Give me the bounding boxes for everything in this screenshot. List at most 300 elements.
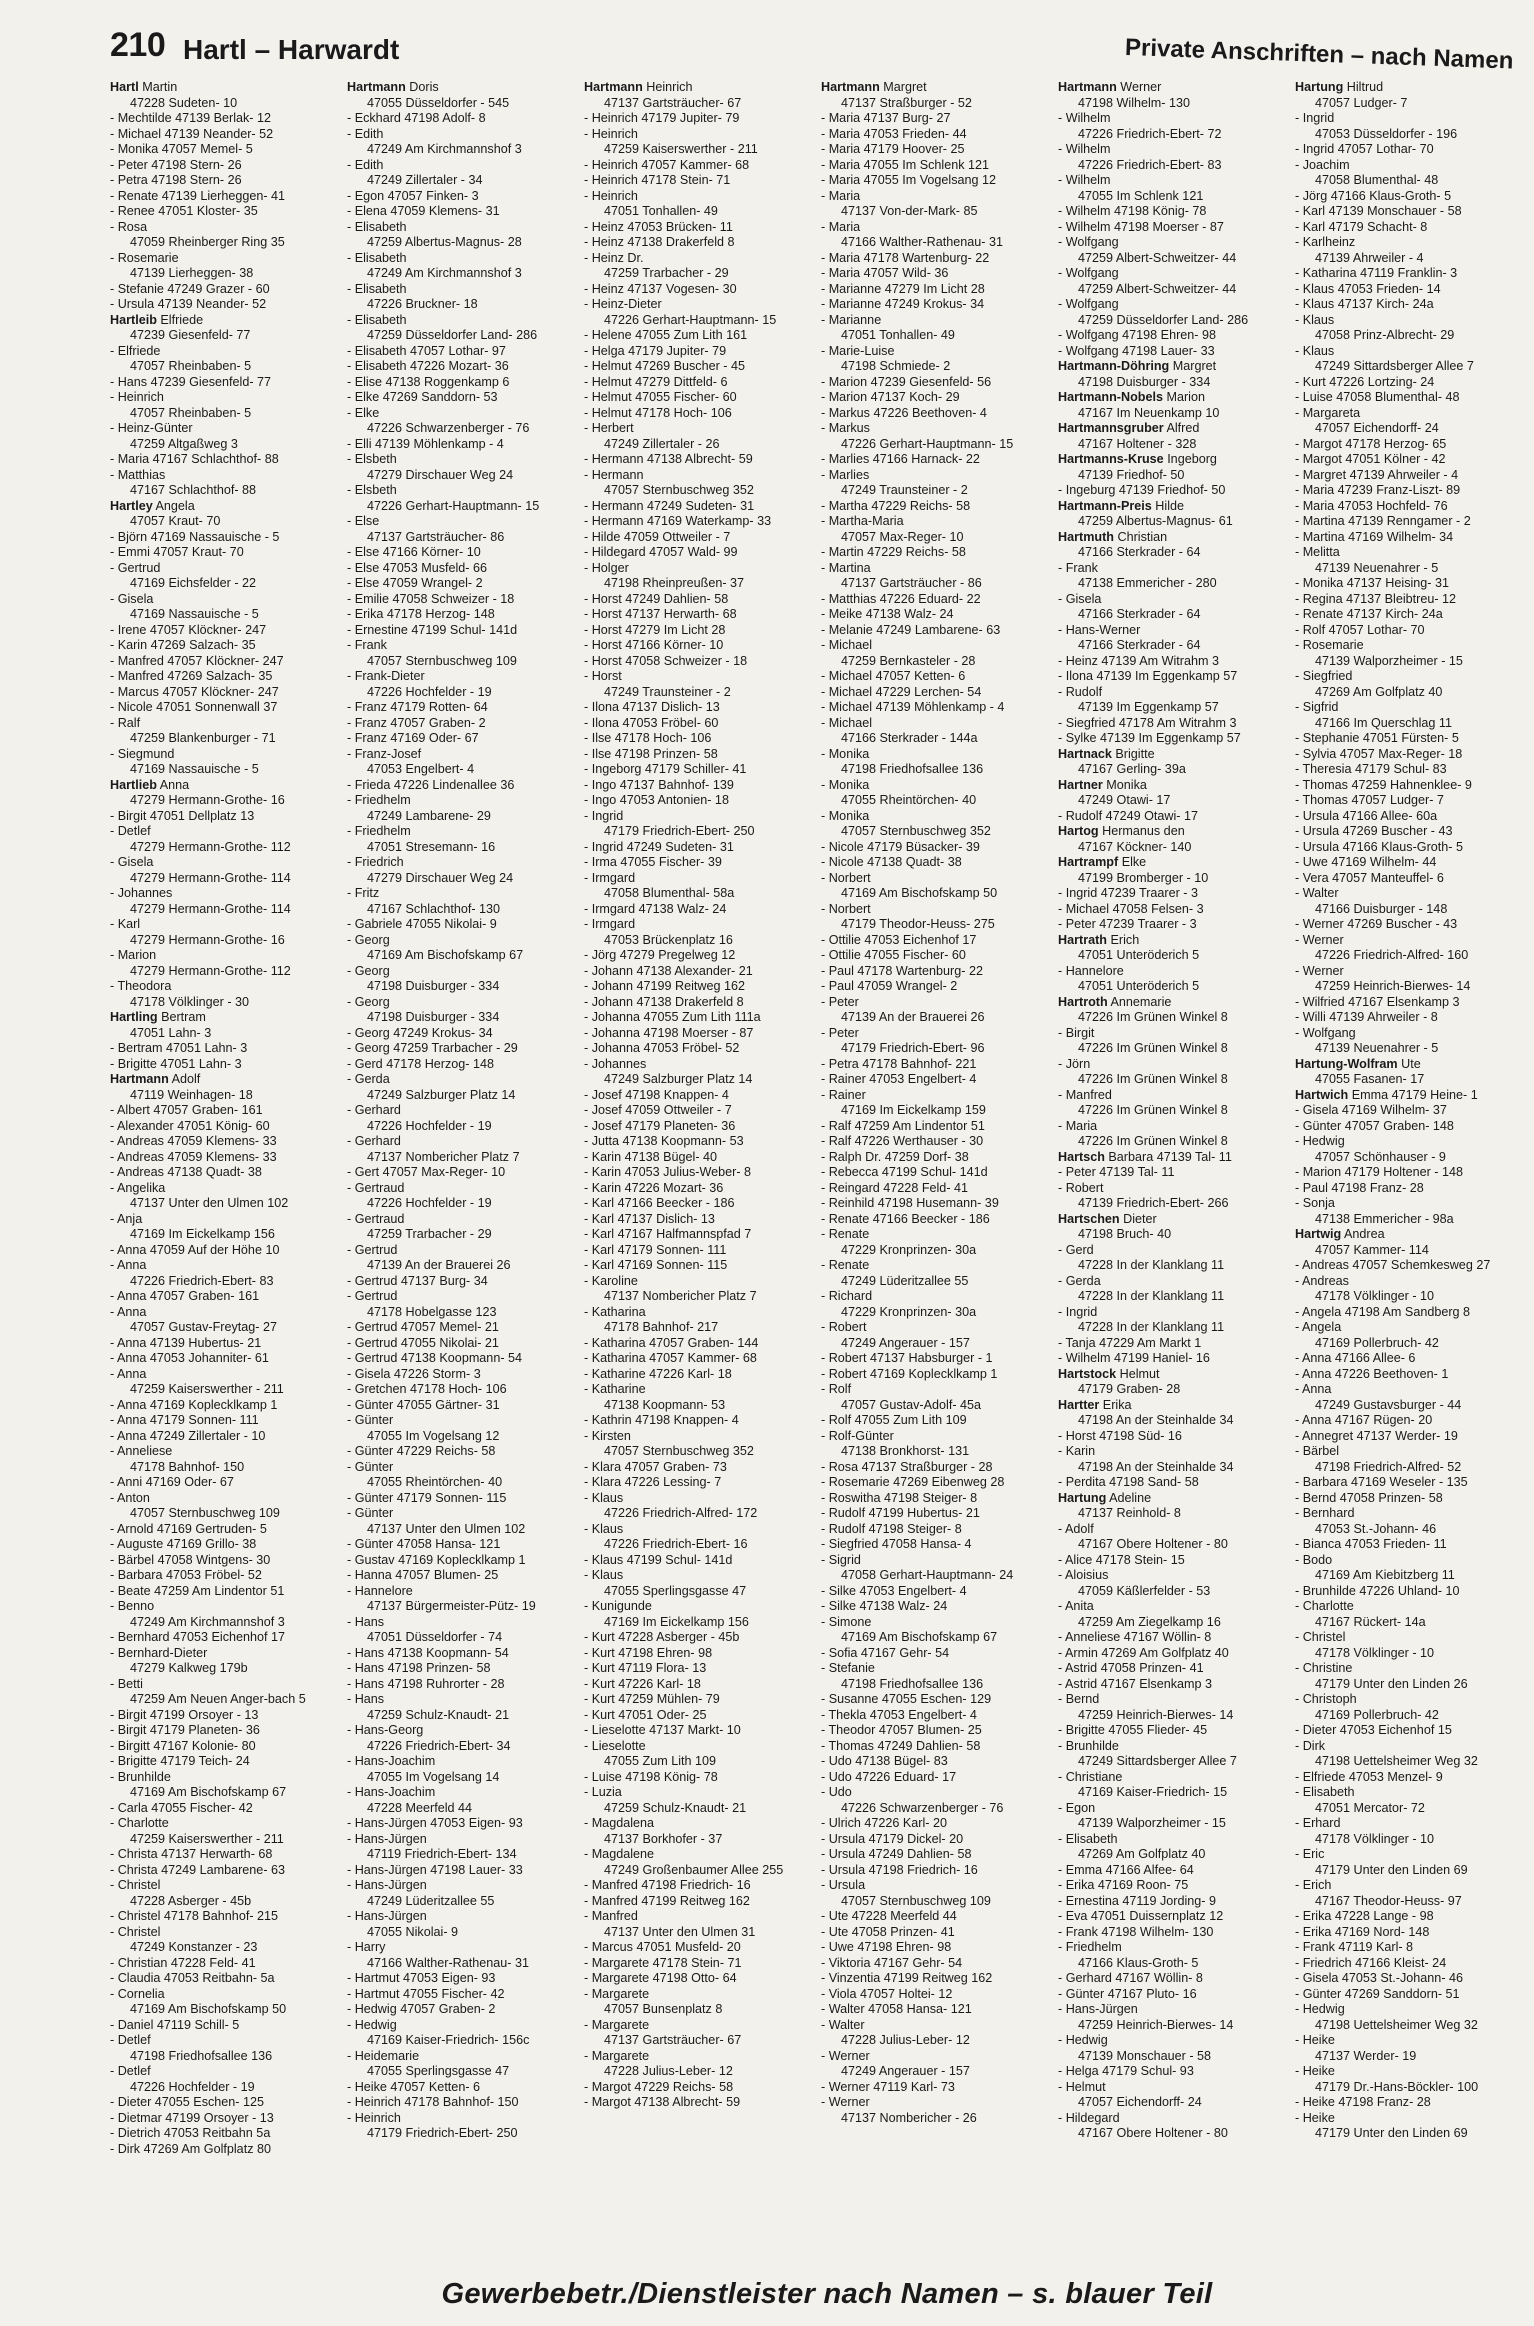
entry-line: - Margot 47138 Albrecht- 59: [584, 2095, 741, 2109]
entry-line: - Josef 47059 Ottweiler - 7: [584, 1103, 732, 1117]
entry-line: - Bernd 47058 Prinzen- 58: [1295, 1490, 1443, 1505]
entry-head: [110, 1010, 339, 1026]
entry-given-name: Martin: [142, 80, 178, 94]
entry-line: - Frieda 47226 Lindenallee 36: [347, 777, 515, 792]
entry-line: - Gisela 47226 Storm- 3: [347, 1366, 481, 1381]
entry-line: - Rudolf 47198 Steiger- 8: [821, 1521, 962, 1536]
entry-line: - Anna: [110, 1304, 147, 1319]
entry-line: - Else: [347, 514, 380, 528]
entry-address: 47139 Neuenahrer - 5: [1315, 1041, 1439, 1055]
directory-column: [1295, 80, 1524, 2260]
entry-line: - Franz 47169 Oder- 67: [347, 731, 479, 745]
entry-line: - Birgit 47051 Dellplatz 13: [110, 808, 255, 823]
entry-line: - Siegmund: [110, 746, 175, 761]
entry-address: 47178 Völklinger - 10: [1315, 1645, 1435, 1660]
entry-address: 47178 Völklinger - 10: [1315, 1831, 1435, 1846]
entry-line: - Wolfgang: [1058, 235, 1119, 249]
entry-line: - Andreas 47057 Schemkesweg 27: [1295, 1258, 1491, 1272]
entry-address: 47051 Mercator- 72: [1315, 1800, 1425, 1815]
entry-line: - Ralf: [110, 715, 141, 730]
entry-address: 47226 Friedrich-Alfred- 160: [1315, 948, 1469, 962]
entry-line: - Astrid 47058 Prinzen- 41: [1058, 1661, 1204, 1675]
entry-line: - Gerd: [1058, 1242, 1094, 1257]
entry-line: - Walter: [1295, 886, 1339, 900]
entry-line: - Bodo: [1295, 1552, 1333, 1567]
entry-address: 47279 Hermann-Grothe- 114: [130, 870, 291, 885]
entry-address: 47198 Uettelsheimer Weg 32: [1315, 1754, 1478, 1768]
entry-given-name: Angela: [155, 498, 195, 513]
entry-line: - Karl 47179 Sonnen- 111: [584, 1242, 727, 1257]
entry-line: - Werner: [1295, 932, 1344, 947]
entry-line: - Rosa: [110, 219, 148, 234]
entry-address: 47119 Weinhagen- 18: [130, 1087, 253, 1102]
entry-line: - Anna 47057 Graben- 161: [110, 1289, 260, 1303]
entry-line: - Hanna 47057 Blumen- 25: [347, 1568, 499, 1582]
entry-line: - Angelika: [110, 1180, 166, 1195]
entry-surname: Hartmann-Döhring: [1058, 359, 1170, 373]
entry-address: 47167 Schlachthof- 88: [130, 483, 257, 497]
entry-line: - Josef 47179 Planeten- 36: [584, 1118, 736, 1133]
entry-line: - Anna 47179 Sonnen- 111: [110, 1413, 259, 1427]
entry-head: [1058, 855, 1287, 871]
entry-line: - Hedwig: [1295, 2002, 1345, 2016]
entry-address: 47226 Im Grünen Winkel 8: [1078, 1134, 1228, 1148]
entry-line: - Frank: [1058, 560, 1098, 575]
entry-line: - Robert 47137 Habsburger - 1: [821, 1351, 993, 1365]
entry-line: - Else 47053 Musfeld- 66: [347, 560, 488, 575]
entry-line: - Alice 47178 Stein- 15: [1058, 1552, 1185, 1567]
entry-line: - Markus 47226 Beethoven- 4: [821, 405, 987, 420]
entry-line: - Marie-Luise: [821, 343, 895, 358]
entry-line: - Hedwig: [347, 2017, 397, 2032]
directory-column: [110, 80, 339, 2260]
entry-address: 47169 Kaiser-Friedrich- 15: [1078, 1785, 1228, 1799]
entry-line: - Anna 47167 Rügen- 20: [1295, 1413, 1433, 1427]
entry-line: - Hans-Werner: [1058, 622, 1141, 637]
entry-line: - Ingrid 47239 Traarer - 3: [1058, 886, 1199, 900]
entry-line: - Ursula 47166 Klaus-Groth- 5: [1295, 839, 1463, 854]
directory-columns: [110, 80, 1524, 2260]
entry-address: 47169 Im Eickelkamp 156: [604, 1614, 749, 1629]
entry-surname: Hartlieb: [110, 777, 157, 792]
entry-line: - Helene 47055 Zum Lith 161: [584, 328, 748, 342]
entry-line: - Maria 47239 Franz-Liszt- 89: [1295, 483, 1461, 497]
entry-line: - Gustav 47169 Koplecklkamp 1: [347, 1552, 526, 1567]
entry-line: - Klaus: [1295, 312, 1335, 327]
entry-address: 47226 Im Grünen Winkel 8: [1078, 1072, 1228, 1086]
entry-line: - Franz 47179 Rotten- 64: [347, 700, 488, 714]
entry-line: - Elsbeth: [347, 452, 397, 466]
entry-line: - Luzia: [584, 1785, 622, 1799]
entry-line: - Gisela: [110, 591, 154, 606]
entry-address: 47259 Albert-Schweitzer- 44: [1078, 250, 1237, 265]
entry-line: - Egon 47057 Finken- 3: [347, 188, 479, 203]
entry-line: - Viktoria 47167 Gehr- 54: [821, 1955, 963, 1970]
entry-line: - Paul 47178 Wartenburg- 22: [821, 963, 983, 978]
entry-line: - Fritz: [347, 886, 380, 900]
entry-line: - Margarete: [584, 1986, 650, 2001]
entry-line: - Christa 47137 Herwarth- 68: [110, 1847, 273, 1861]
entry-line: - Melitta: [1295, 545, 1340, 559]
entry-line: - Maria: [1058, 1118, 1098, 1133]
entry-address: 47198 Friedhofsallee 136: [841, 762, 984, 776]
entry-surname: Hartmuth: [1058, 529, 1114, 544]
entry-line: - Birgitt 47167 Kolonie- 80: [110, 1738, 256, 1753]
entry-line: - Karl 47167 Halfmannspfad 7: [584, 1227, 752, 1241]
entry-line: - Dieter 47055 Eschen- 125: [110, 2095, 265, 2109]
entry-address: 47199 Bromberger - 10: [1078, 870, 1209, 885]
entry-line: - Klaus: [584, 1490, 624, 1505]
entry-line: - Johann 47199 Reitweg 162: [584, 979, 746, 993]
entry-line: - Sigrid: [821, 1552, 861, 1567]
entry-given-name: Hermanus den: [1102, 824, 1185, 838]
entry-line: - Katharine: [584, 1382, 646, 1396]
page-title: Hartl – Harwardt: [183, 34, 400, 65]
entry-line: - Hans-Jürgen: [1058, 2002, 1138, 2016]
entry-line: - Bernhard: [1295, 1506, 1355, 1520]
entry-address: 47053 Engelbert- 4: [367, 762, 475, 776]
entry-line: - Charlotte: [1295, 1599, 1354, 1613]
entry-address: 47249 Lüderitzallee 55: [367, 1893, 495, 1908]
entry-line: - Margarete 47198 Otto- 64: [584, 1971, 737, 1985]
entry-line: - Barbara 47053 Fröbel- 52: [110, 1568, 262, 1582]
entry-surname: Hartsch: [1058, 1149, 1105, 1164]
entry-line: - Regina 47137 Bleibtreu- 12: [1295, 591, 1457, 606]
entry-line: - Ernestine 47199 Schul- 141d: [347, 622, 518, 637]
entry-line: - Gert 47057 Max-Reger- 10: [347, 1165, 506, 1179]
entry-given-name: Erika: [1102, 1397, 1132, 1412]
entry-line: - Wolfgang: [1058, 266, 1119, 280]
entry-head: [1058, 359, 1287, 375]
entry-address: 47198 Rheinpreußen- 37: [604, 576, 745, 590]
entry-line: - Dirk 47269 Am Golfplatz 80: [110, 2141, 271, 2156]
entry-line: - Heike: [1295, 2110, 1335, 2125]
entry-line: - Gabriele 47055 Nikolai- 9: [347, 917, 497, 931]
entry-line: - Barbara 47169 Weseler - 135: [1295, 1475, 1468, 1489]
entry-line: - Annegret 47137 Werder- 19: [1295, 1428, 1458, 1443]
entry-line: - Günter: [347, 1506, 394, 1520]
entry-line: - Horst: [584, 669, 622, 683]
entry-line: - Horst 47166 Körner- 10: [584, 638, 724, 652]
entry-line: - Johann 47138 Drakerfeld 8: [584, 994, 744, 1009]
entry-line: - Anja: [110, 1211, 143, 1226]
entry-address: 47279 Kalkweg 179b: [130, 1661, 248, 1675]
entry-address: 47139 Friedhof- 50: [1078, 467, 1185, 482]
entry-address: 47139 Im Eggenkamp 57: [1078, 700, 1219, 714]
entry-line: - Günter 47269 Sanddorn- 51: [1295, 1986, 1460, 2001]
entry-line: - Maria: [821, 188, 861, 203]
entry-line: - Wilhelm: [1058, 173, 1111, 187]
entry-address: 47058 Blumenthal- 58a: [604, 886, 735, 900]
entry-line: - Michael 47058 Felsen- 3: [1058, 901, 1204, 916]
entry-address: 47226 Friedrich-Ebert- 83: [1078, 157, 1222, 172]
entry-address: 47057 Rheinbaben- 5: [130, 405, 252, 420]
entry-address: 47057 Schönhauser - 9: [1315, 1149, 1446, 1164]
entry-address: 47169 Pollerbruch- 42: [1315, 1335, 1439, 1350]
entry-line: - Lieselotte: [584, 1738, 646, 1753]
entry-line: - Wolfgang: [1295, 1025, 1356, 1040]
entry-line: - Maria 47055 Im Vogelsang 12: [821, 173, 997, 187]
entry-line: - Armin 47269 Am Golfplatz 40: [1058, 1645, 1229, 1660]
entry-line: - Rolf-Günter: [821, 1428, 894, 1443]
entry-address: 47269 Am Golfplatz 40: [1078, 1847, 1206, 1861]
entry-line: - Peter: [821, 1025, 859, 1040]
entry-line: - Friedrich 47166 Kleist- 24: [1295, 1955, 1447, 1970]
entry-line: - Elisabeth: [1295, 1785, 1355, 1799]
entry-address: 47259 Am Neuen Anger-bach 5: [130, 1692, 306, 1706]
entry-line: - Wolfgang 47198 Ehren- 98: [1058, 328, 1216, 342]
entry-address: 47279 Hermann-Grothe- 16: [130, 932, 285, 947]
entry-address: 47139 Ahrweiler - 4: [1315, 250, 1424, 265]
entry-line: - Hermann 47138 Albrecht- 59: [584, 452, 753, 466]
entry-surname: Hartl: [110, 80, 139, 94]
entry-line: - Maria 47179 Hoover- 25: [821, 142, 965, 156]
entry-address: 47053 Brückenplatz 16: [604, 932, 733, 947]
entry-line: - Walter: [821, 2017, 865, 2032]
entry-given-name: Margret: [1172, 359, 1217, 373]
entry-address: 47166 Sterkrader - 64: [1078, 607, 1201, 621]
entry-line: - Anneliese 47167 Wöllin- 8: [1058, 1630, 1212, 1644]
entry-line: - Hans: [347, 1614, 385, 1629]
entry-line: - Ilona 47137 Dislich- 13: [584, 700, 720, 714]
entry-address: 47198 Duisburger - 334: [367, 979, 500, 993]
entry-head: [1058, 1398, 1287, 1414]
entry-address: 47228 Julius-Leber- 12: [841, 2033, 970, 2047]
entry-line: - Frank 47198 Wilhelm- 130: [1058, 1924, 1214, 1939]
entry-address: 47259 Schulz-Knaudt- 21: [604, 1800, 747, 1815]
entry-address: 47051 Stresemann- 16: [367, 839, 496, 854]
entry-line: - Anna 47059 Auf der Höhe 10: [110, 1242, 280, 1257]
entry-address: 47166 Walther-Rathenau- 31: [367, 1955, 529, 1970]
entry-line: - Johanna 47053 Fröbel- 52: [584, 1041, 740, 1055]
entry-line: - Hans-Joachim: [347, 1754, 436, 1768]
entry-line: - Horst 47137 Herwarth- 68: [584, 607, 737, 621]
entry-line: - Helmut: [1058, 2079, 1106, 2094]
entry-line: - Rebecca 47199 Schul- 141d: [821, 1165, 988, 1179]
entry-address: 47226 Gerhart-Hauptmann- 15: [841, 436, 1014, 451]
entry-address: 47178 Bahnhof- 217: [604, 1320, 719, 1334]
entry-address: 47198 Bruch- 40: [1078, 1227, 1172, 1241]
entry-line: - Horst 47249 Dahlien- 58: [584, 591, 729, 606]
entry-line: - Ute 47058 Prinzen- 41: [821, 1924, 955, 1939]
entry-address: 47249 Am Kirchmannshof 3: [367, 266, 522, 280]
entry-head: [1058, 747, 1287, 763]
entry-line: - Johanna 47198 Moerser - 87: [584, 1025, 754, 1040]
entry-line: - Hannelore: [347, 1583, 413, 1598]
entry-line: - Johannes: [110, 886, 173, 900]
entry-line: - Rosemarie 47269 Eibenweg 28: [821, 1475, 1005, 1489]
entry-line: - Bernhard-Dieter: [110, 1645, 208, 1660]
entry-address: 47057 Gustav-Freytag- 27: [130, 1320, 278, 1334]
entry-head: [1058, 1212, 1287, 1228]
entry-line: - Rainer 47053 Engelbert- 4: [821, 1072, 977, 1086]
entry-line: - Ingeborg 47179 Schiller- 41: [584, 762, 747, 776]
entry-address: 47249 Angerauer - 157: [841, 1335, 970, 1350]
entry-line: - Katharina 47119 Franklin- 3: [1295, 266, 1458, 280]
entry-address: 47259 Schulz-Knaudt- 21: [367, 1707, 510, 1722]
entry-address: 47137 Unter den Ulmen 102: [367, 1521, 526, 1536]
entry-line: - Elisabeth: [1058, 1831, 1118, 1846]
entry-line: - Elisabeth: [347, 219, 407, 234]
entry-address: 47057 Max-Reger- 10: [841, 529, 964, 544]
entry-head: [1058, 995, 1287, 1011]
entry-line: - Edith: [347, 126, 384, 141]
entry-surname: Hartmann: [347, 80, 406, 94]
entry-line: - Elsbeth: [347, 483, 397, 497]
entry-line: - Thomas 47249 Dahlien- 58: [821, 1738, 981, 1753]
entry-given-name: Ute: [1401, 1056, 1421, 1071]
entry-address: 47055 Sperlingsgasse 47: [604, 1583, 747, 1598]
entry-line: - Rolf 47057 Lothar- 70: [1295, 622, 1425, 637]
entry-given-name: Hilde: [1155, 498, 1184, 513]
entry-line: - Matthias: [110, 467, 166, 482]
entry-line: - Helmut 47269 Buscher - 45: [584, 359, 746, 373]
entry-line: - Hans-Georg: [347, 1723, 424, 1737]
entry-address: 47057 Sternbuschweg 352: [841, 824, 991, 838]
entry-address: 47259 Heinrich-Bierwes- 14: [1078, 1707, 1234, 1722]
entry-address: 47259 Trarbacher - 29: [604, 266, 729, 280]
entry-line: - Anna: [110, 1258, 147, 1272]
entry-line: - Michael 47139 Neander- 52: [110, 126, 274, 141]
entry-address: 47249 Am Kirchmannshof 3: [130, 1614, 285, 1629]
entry-line: - Sylke 47139 Im Eggenkamp 57: [1058, 731, 1241, 745]
entry-given-name: Adeline: [1109, 1490, 1152, 1505]
entry-address: 47249 Zillertaler - 26: [604, 436, 720, 451]
entry-line: - Günter: [347, 1459, 394, 1474]
entry-line: - Martin 47229 Reichs- 58: [821, 545, 966, 559]
entry-line: - Heinrich 47179 Jupiter- 79: [584, 111, 740, 125]
entry-line: - Heike 47198 Franz- 28: [1295, 2095, 1431, 2109]
entry-line: - Michael 47229 Lerchen- 54: [821, 684, 982, 699]
entry-address: 47137 Gartsträucher- 86: [367, 529, 505, 544]
entry-line: - Emma 47166 Alfee- 64: [1058, 1862, 1194, 1877]
entry-head: [1058, 1150, 1287, 1166]
entry-line: - Brigitte 47055 Flieder- 45: [1058, 1723, 1208, 1737]
entry-line: - Thomas 47057 Ludger- 7: [1295, 793, 1444, 807]
entry-line: - Elisabeth: [347, 250, 407, 265]
entry-line: - Renate 47139 Lierheggen- 41: [110, 188, 286, 203]
entry-address: 47138 Emmericher - 98a: [1315, 1211, 1454, 1226]
entry-line: - Simone: [821, 1614, 872, 1629]
entry-address: 47279 Hermann-Grothe- 114: [130, 901, 291, 916]
entry-address: 47137 Nombericher Platz 7: [604, 1289, 757, 1303]
entry-line: - Christian 47228 Feld- 41: [110, 1955, 256, 1970]
entry-line: - Hans-Jürgen 47198 Lauer- 33: [347, 1862, 523, 1877]
entry-line: - Ingrid: [1058, 1304, 1098, 1319]
entry-given-name: Dieter: [1123, 1211, 1157, 1226]
entry-address: 47059 Käßlerfelder - 53: [1078, 1583, 1211, 1598]
entry-head: [1058, 824, 1287, 840]
entry-line: - Frank: [347, 638, 387, 652]
entry-line: - Georg 47249 Krokus- 34: [347, 1025, 493, 1040]
entry-line: - Irene 47057 Klöckner- 247: [110, 622, 267, 637]
entry-line: - Kunigunde: [584, 1599, 652, 1613]
entry-line: - Monika 47057 Memel- 5: [110, 142, 253, 156]
entry-address: 47249 Großenbaumer Allee 255: [604, 1862, 784, 1877]
entry-address: 47228 In der Klanklang 11: [1078, 1258, 1225, 1272]
entry-line: - Marianne: [821, 312, 882, 327]
entry-line: - Astrid 47167 Elsenkamp 3: [1058, 1676, 1213, 1691]
entry-line: - Uwe 47169 Wilhelm- 44: [1295, 855, 1437, 869]
entry-address: 47198 Friedrich-Alfred- 52: [1315, 1459, 1462, 1474]
entry-line: - Werner: [821, 2095, 870, 2109]
entry-address: 47058 Blumenthal- 48: [1315, 173, 1439, 187]
entry-line: - Friedhelm: [1058, 1940, 1122, 1954]
entry-surname: Hartschen: [1058, 1211, 1120, 1226]
entry-line: - Anna: [1295, 1382, 1332, 1396]
entry-line: - Margarete: [584, 2017, 650, 2032]
entry-address: 47053 Düsseldorfer - 196: [1315, 126, 1458, 141]
entry-address: 47137 Werder- 19: [1315, 2048, 1417, 2063]
entry-line: - Robert 47169 Koplecklkamp 1: [821, 1366, 998, 1381]
entry-address: 47198 Friedhofsallee 136: [841, 1676, 984, 1691]
entry-head: [821, 80, 1050, 96]
entry-line: - Günter 47167 Pluto- 16: [1058, 1986, 1197, 2001]
entry-address: 47229 Kronprinzen- 30a: [841, 1304, 977, 1319]
entry-line: - Auguste 47169 Grillo- 38: [110, 1537, 257, 1551]
entry-address: 47167 Theodor-Heuss- 97: [1315, 1893, 1462, 1908]
entry-line: - Mechtilde 47139 Berlak- 12: [110, 111, 272, 125]
entry-line: - Anton: [110, 1490, 150, 1505]
entry-line: - Gertrud 47055 Nikolai- 21: [347, 1335, 499, 1350]
entry-line: - Ursula 47139 Neander- 52: [110, 297, 267, 311]
entry-address: 47249 Otawi- 17: [1078, 793, 1171, 807]
entry-surname: Hartley: [110, 498, 153, 513]
entry-line: - Anita: [1058, 1599, 1094, 1613]
entry-given-name: Elke: [1121, 855, 1147, 869]
entry-line: - Katharina: [584, 1304, 646, 1319]
entry-address: 47055 Zum Lith 109: [604, 1754, 717, 1768]
entry-address: 47051 Tonhallen- 49: [841, 328, 955, 342]
entry-head: [1058, 778, 1287, 794]
entry-line: - Ilse 47178 Hoch- 106: [584, 731, 712, 745]
entry-given-name: Erich: [1110, 932, 1140, 947]
entry-line: - Manfred: [584, 1909, 638, 1923]
entry-line: - Hannelore: [1058, 963, 1124, 978]
entry-line: - Christa 47249 Lambarene- 63: [110, 1862, 286, 1877]
entry-line: - Heinz Dr.: [584, 250, 644, 265]
entry-surname: Hartter: [1058, 1397, 1100, 1412]
entry-address: 47137 Gartsträucher- 67: [604, 95, 742, 110]
entry-head: [347, 80, 576, 96]
entry-address: 47166 Walther-Rathenau- 31: [841, 235, 1003, 249]
entry-line: - Maria: [821, 219, 861, 234]
entry-line: - Perdita 47198 Sand- 58: [1058, 1475, 1199, 1489]
entry-line: - Hans-Jürgen: [347, 1909, 427, 1923]
entry-line: - Angela: [1295, 1320, 1342, 1334]
entry-address: 47228 In der Klanklang 11: [1078, 1289, 1225, 1303]
entry-address: 47259 Düsseldorfer Land- 286: [1078, 312, 1249, 327]
entry-line: - Luise 47198 König- 78: [584, 1769, 718, 1784]
entry-given-name: Andrea: [1344, 1227, 1385, 1241]
entry-address: 47169 Pollerbruch- 42: [1315, 1707, 1439, 1722]
entry-line: - Wilhelm 47199 Haniel- 16: [1058, 1351, 1210, 1365]
entry-line: - Dietrich 47053 Reitbahn 5a: [110, 2126, 271, 2140]
entry-address: 47259 Kaiserswerther - 211: [130, 1831, 284, 1846]
entry-line: - Magdalena: [584, 1816, 655, 1830]
entry-address: 47226 Hochfelder - 19: [130, 2079, 255, 2094]
entry-address: 47198 Duisburger - 334: [1078, 374, 1211, 389]
directory-column: [584, 80, 813, 2260]
entry-line: - Manfred 47057 Klöckner- 247: [110, 653, 284, 668]
entry-address: 47249 Angerauer - 157: [841, 2064, 970, 2078]
entry-address: 47259 Kaiserswerther - 211: [130, 1382, 284, 1396]
entry-line: - Renee 47051 Kloster- 35: [110, 204, 258, 218]
entry-line: - Gertrud: [347, 1242, 398, 1257]
entry-line: - Robert: [1058, 1180, 1104, 1195]
entry-line: - Albert 47057 Graben- 161: [110, 1103, 263, 1117]
entry-address: 47051 Düsseldorfer - 74: [367, 1630, 503, 1644]
